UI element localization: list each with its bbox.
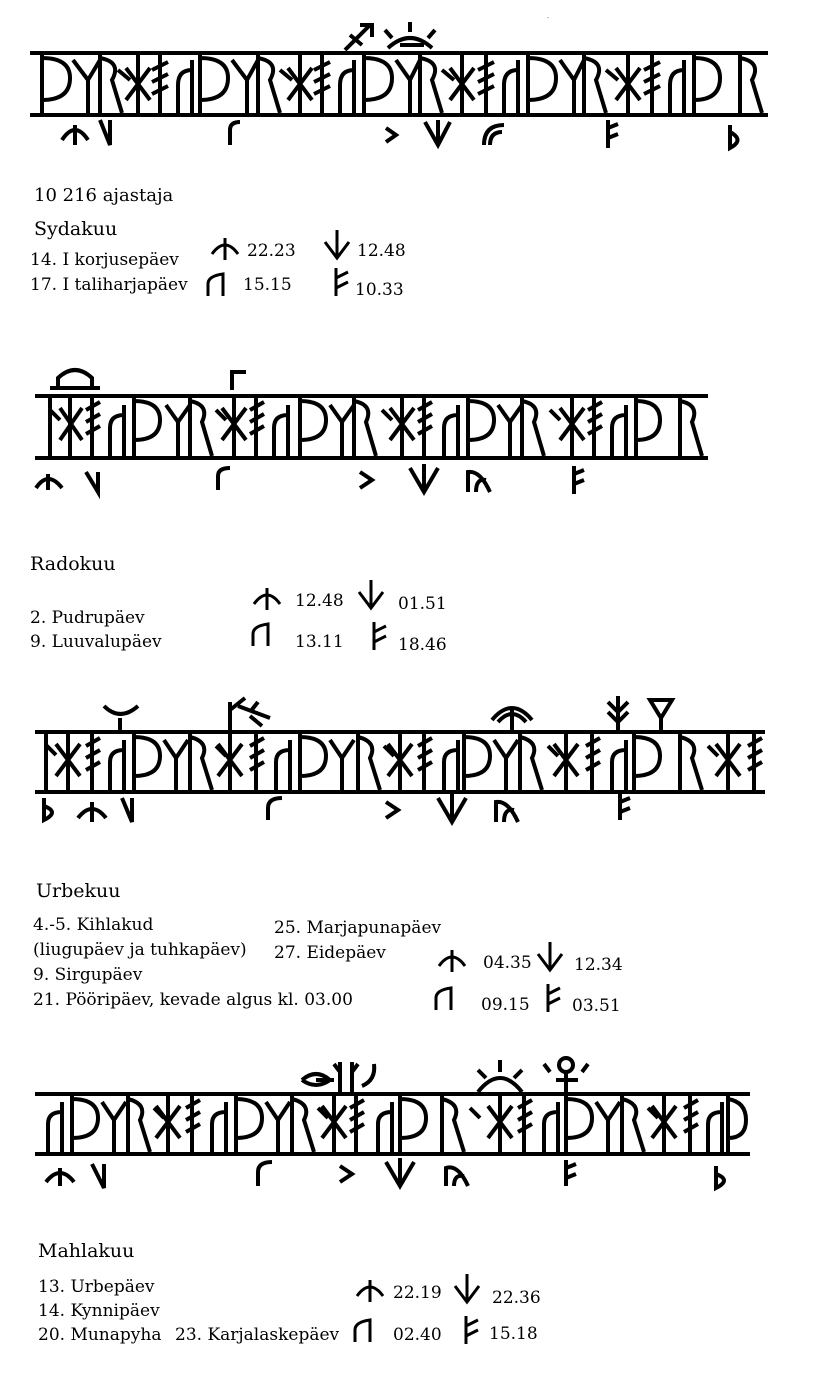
epoch-label: 10 216 ajastaja <box>34 185 174 206</box>
holiday-line: 14. I korjusepäev <box>30 250 179 270</box>
time-value: 09.15 <box>481 995 530 1015</box>
holiday-line: 14. Kynnipäev <box>38 1301 160 1321</box>
time-value: 12.48 <box>295 591 344 611</box>
first-quarter-icon <box>433 984 457 1012</box>
holiday-line: 20. Munapyha <box>38 1325 162 1345</box>
rune-calendar-strip-4 <box>0 1050 830 1200</box>
time-value: 12.34 <box>574 955 623 975</box>
moonset-icon <box>322 228 352 262</box>
first-quarter-icon <box>352 1316 376 1344</box>
holiday-line: 9. Sirgupäev <box>33 965 143 985</box>
time-value: 15.15 <box>243 275 292 295</box>
time-value: 15.18 <box>489 1324 538 1344</box>
last-quarter-icon <box>368 620 392 652</box>
time-value: 18.46 <box>398 635 447 655</box>
time-value: 03.51 <box>572 996 621 1016</box>
time-value: 22.36 <box>492 1288 541 1308</box>
rune-calendar-strip-1 <box>0 0 830 160</box>
time-value: 22.23 <box>247 241 296 261</box>
holiday-line: 23. Karjalaskepäev <box>175 1325 340 1345</box>
time-value: 12.48 <box>357 241 406 261</box>
rune-calendar-strip-3 <box>0 690 830 840</box>
holiday-line: (liugupäev ja tuhkapäev) <box>33 940 247 960</box>
holiday-line: 25. Marjapunapäev <box>274 918 442 938</box>
holiday-line: 13. Urbepäev <box>38 1277 155 1297</box>
time-value: 04.35 <box>483 953 532 973</box>
time-value: 13.11 <box>295 632 344 652</box>
moonset-icon <box>356 578 386 612</box>
last-quarter-icon <box>330 266 354 298</box>
time-value: 02.40 <box>393 1325 442 1345</box>
month-title-radokuu: Radokuu <box>30 553 116 575</box>
holiday-line: 4.-5. Kihlakud <box>33 915 154 935</box>
month-title-sydakuu: Sydakuu <box>34 218 118 240</box>
time-value: 22.19 <box>393 1283 442 1303</box>
moonset-icon <box>535 940 565 974</box>
holiday-line: 9. Luuvalupäev <box>30 632 162 652</box>
moonrise-icon <box>210 232 240 262</box>
holiday-line: 21. Pööripäev, kevade algus kl. 03.00 <box>33 990 353 1010</box>
last-quarter-icon <box>542 982 566 1014</box>
month-title-mahlakuu: Mahlakuu <box>38 1240 135 1262</box>
time-value: 01.51 <box>398 594 447 614</box>
first-quarter-icon <box>205 270 229 298</box>
moonrise-icon <box>355 1274 385 1304</box>
first-quarter-icon <box>250 620 274 648</box>
time-value: 10.33 <box>355 280 404 300</box>
holiday-line: 2. Pudrupäev <box>30 608 145 628</box>
rune-calendar-strip-2 <box>0 360 830 500</box>
holiday-line: 17. I taliharjapäev <box>30 275 188 295</box>
last-quarter-icon <box>460 1314 484 1346</box>
moonset-icon <box>452 1272 482 1306</box>
svg-text:·: · <box>547 15 549 22</box>
moonrise-icon <box>437 944 467 974</box>
moonrise-icon <box>252 582 282 612</box>
holiday-line: 27. Eidepäev <box>274 943 386 963</box>
month-title-urbekuu: Urbekuu <box>36 880 121 902</box>
